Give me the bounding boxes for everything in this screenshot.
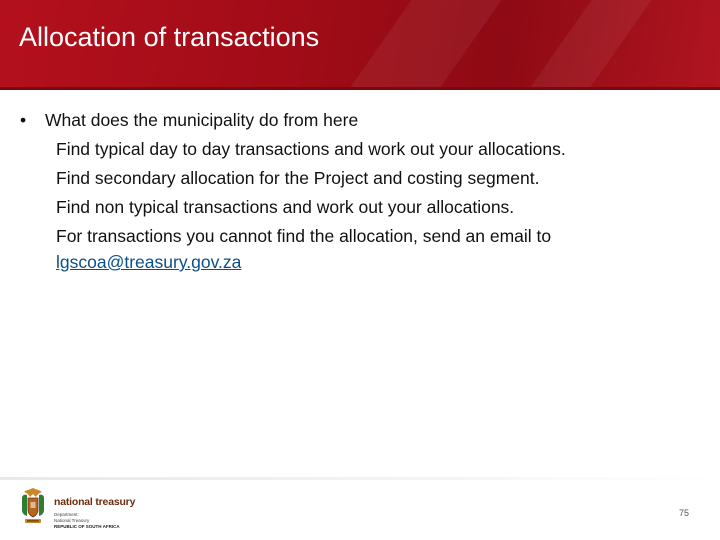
coat-of-arms-icon	[18, 486, 48, 526]
banner-stripe	[348, 0, 501, 90]
logo-text-block	[54, 496, 135, 530]
page-number: 75	[678, 508, 689, 518]
sub-line-typical: Find typical day to day transactions and work out your allocations.	[56, 139, 566, 159]
banner-bottom-line	[0, 87, 720, 90]
sub-line-non-typical: Find non typical transactions and work out your allocations.	[56, 197, 515, 217]
sub-line-email-instruction: For transactions you cannot find the allocation, send an email to	[56, 226, 552, 246]
sub-line-secondary: Find secondary allocation for the Project and costing segment.	[56, 168, 540, 188]
bullet-dot: •	[20, 110, 27, 130]
logo-department-name: National Treasury	[54, 518, 90, 523]
bullet-text: What does the municipality do from here	[45, 110, 359, 130]
title-banner	[0, 0, 720, 90]
footer-divider	[0, 477, 720, 480]
bullet-item	[20, 106, 700, 135]
banner-stripe	[528, 0, 651, 90]
logo-department-label: Department:	[54, 512, 79, 517]
logo-country: REPUBLIC OF SOUTH AFRICA	[54, 524, 120, 529]
logo-name: national treasury	[54, 496, 136, 508]
slide-body	[20, 106, 700, 273]
email-link[interactable]: lgscoa@treasury.gov.za	[56, 252, 242, 272]
slide-title: Allocation of transactions	[19, 22, 320, 52]
